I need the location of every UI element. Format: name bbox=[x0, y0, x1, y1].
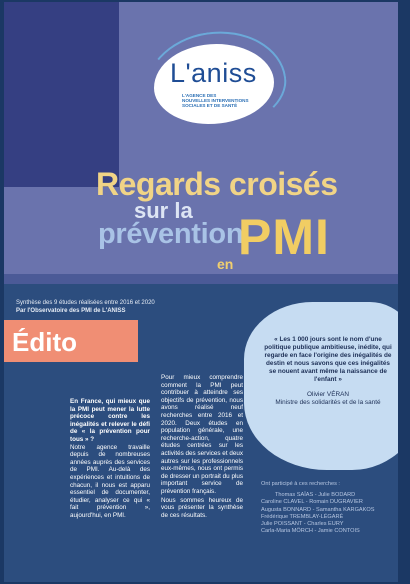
logo-subtitle-3: SOCIALES ET DE SANTÉ bbox=[182, 103, 238, 108]
contributor-line: Julie POISSANT - Charles EURY bbox=[261, 521, 344, 528]
contributors bbox=[261, 481, 397, 535]
edito-middle-column bbox=[161, 374, 243, 519]
title-line-en: en bbox=[217, 256, 234, 272]
quote-author: Olivier VÉRAN bbox=[307, 391, 349, 398]
logo-subtitle-1: L'AGENCE DES bbox=[182, 93, 217, 98]
title-line-3: prévention bbox=[98, 218, 244, 250]
synthesis-line-1: Synthèse des 9 études réalisées entre 2016 et 2020 bbox=[16, 300, 155, 306]
synthesis-note bbox=[16, 300, 246, 315]
logo-subtitle-2: NOUVELLES INTERVENTIONS bbox=[182, 98, 249, 103]
logo-name: L'aniss bbox=[170, 58, 257, 88]
edito-left-paragraph: Notre agence travaille depuis de nombreuses années auprès des services de PMI. Au-delà des expériences et intuitions de chacun, il nous est apparu essentiel de documenter, étudier, analyser ce qui « fait prévention », aujourd'hui, en PMI. bbox=[70, 443, 150, 519]
contributor-line: Carla-Maria MÖRCH - Jamie CONTOIS bbox=[261, 528, 360, 535]
contributor-line: Thomas SAÏAS - Julie BODARD bbox=[275, 492, 356, 499]
contributor-line: Frédérique TREMBLAY-LÉGARÉ bbox=[261, 513, 344, 520]
title-line-2: sur la bbox=[134, 198, 193, 223]
title-pmi: PMI bbox=[238, 209, 330, 265]
contributor-line: Caroline CLAVEL - Romain DUGRAVIER bbox=[261, 499, 363, 506]
edito-mid-paragraph-1: Pour mieux comprendre comment la PMI peut contribuer à atteindre ses objectifs de prévention, nous avons réalisé neuf recherches entre 2016 et 2020. Deux études en population générale, une recherche-action, quatre études centrées sur les activités des services et deux autres sur les professionnels eux-mêmes, nous ont permis de dresser un portrait du plus important service de prévention français. bbox=[161, 374, 243, 495]
brochure-page bbox=[4, 2, 398, 582]
quote-text: « Les 1 000 jours sont le nom d'une politique publique ambitieuse, inédite, qui regarde en face l'origine des inégalités de destin et nous savons que ces inégalités se nouent avant même la naissance de l'enfant » bbox=[264, 336, 392, 383]
cover-divider bbox=[4, 274, 398, 284]
edito-mid-paragraph-2: Nous sommes heureux de vous présenter la synthèse de ces résultats. bbox=[161, 496, 243, 519]
cover bbox=[4, 2, 398, 284]
contributors-title: Ont participé à ces recherches : bbox=[261, 481, 340, 487]
quote bbox=[264, 336, 392, 407]
contributor-line: Augusta BONNARD - Samantha KARGAKOS bbox=[261, 506, 375, 513]
edito-left-column bbox=[70, 398, 150, 520]
synthesis-line-2: Par l'Observatoire des PMI de L'ANISS bbox=[16, 307, 126, 314]
edito-intro: En France, qui mieux que la PMI peut mener la lutte précoce contre les inégalités et relever le défi de « la prévention pour tous » ? bbox=[70, 398, 150, 443]
edito-label: Édito bbox=[12, 327, 77, 357]
cover-dark-band bbox=[4, 2, 119, 187]
quote-role: Ministre des solidarités et de la santé bbox=[275, 399, 381, 406]
title-line-1: Regards croisés bbox=[96, 166, 338, 202]
